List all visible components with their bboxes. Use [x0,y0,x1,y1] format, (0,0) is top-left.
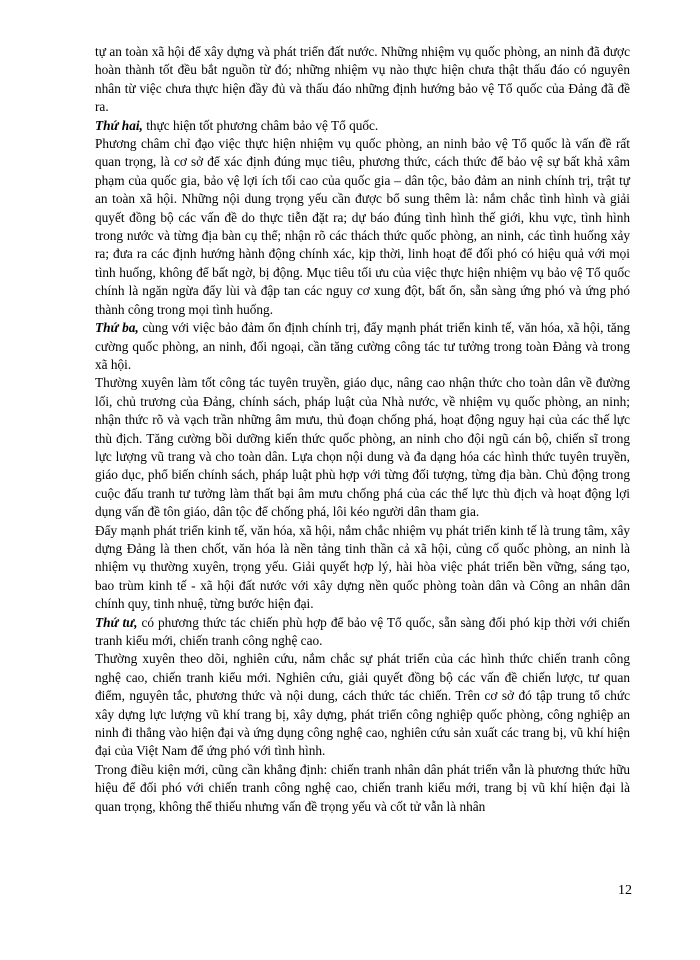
paragraph-8: Thường xuyên theo dõi, nghiên cứu, nắm chắc sự phát triển của các hình thức chiến tranh công nghệ cao, chiến tranh kiểu mới. Nghiên cứu, giải quyết đồng bộ các vấn đề chiến lược, tư quan điểm, nguyên tắc, phương thức và nội dung, cách thức tác chiến. Trên cơ sở đó tập trung tổ chức xây dựng lực lượng vũ khí trang bị, xây dựng, phát triển công nghiệp quốc phòng, công nghiệp an ninh đi thẳng vào hiện đại và ứng dụng công nghệ cao, nghiên cứu sản xuất các trang bị, vũ khí hiện đại của Việt Nam để ứng phó với tình hình. [95,651,630,759]
document-body [95,43,630,816]
paragraph-3: Phương châm chỉ đạo việc thực hiện nhiệm vụ quốc phòng, an ninh bảo vệ Tổ quốc là vấn đề rất quan trọng, là cơ sở để xác định đúng mục tiêu, phương thức, cách thức để bảo vệ sự bất khả xâm phạm của quốc gia, bảo vệ lợi ích tối cao của quốc gia – dân tộc, bảo đảm an ninh chính trị, trật tự an toàn xã hội. Những nội dung trọng yếu cần được bổ sung thêm là: nắm chắc tình hình và giải quyết đồng bộ các vấn đề do thực tiễn đặt ra; dự báo đúng tình hình thế giới, khu vực, tình hình trong nước và từng địa bàn cụ thể; nhận rõ các thách thức quốc phòng, an ninh, các tình huống xảy ra; đưa ra các định hướng hành động chính xác, kịp thời, linh hoạt để đối phó có hiệu quả với mọi tình huống, không để bất ngờ, bị động. Mục tiêu tối ưu của việc thực hiện nhiệm vụ bảo vệ Tổ quốc chính là ngăn ngừa đẩy lùi và đập tan các nguy cơ xung đột, bất ổn, sẵn sàng ứng phó và ứng phó thành công trong mọi tình huống. [95,136,630,317]
paragraph-6: Đẩy mạnh phát triển kinh tế, văn hóa, xã hội, nắm chắc nhiệm vụ phát triển kinh tế là trung tâm, xây dựng Đảng là then chốt, văn hóa là nền tảng tinh thần cả xã hội, củng cố quốc phòng, an ninh là nhiệm vụ thường xuyên, trọng yếu. Giải quyết hợp lý, hài hòa việc phát triển bền vững, sáng tạo, bao trùm kinh tế - xã hội đất nước với xây dựng nền quốc phòng toàn dân và Công an nhân dân chính quy, tinh nhuệ, từng bước hiện đại. [95,522,630,612]
paragraph-4: Thứ ba, cùng với việc bảo đảm ổn định chính trị, đẩy mạnh phát triển kinh tế, văn hóa, xã hội, tăng cường quốc phòng, an ninh, đối ngoại, cần tăng cường công tác tư tưởng trong toàn Đảng và trong xã hội. [95,320,630,372]
paragraph-1: tự an toàn xã hội để xây dựng và phát triển đất nước. Những nhiệm vụ quốc phòng, an ninh đã được hoàn thành tốt đều bắt nguồn từ đó; những nhiệm vụ nào thực hiện chưa thật thấu đáo có nguyên nhân từ việc chưa thực hiện đầy đủ và thấu đáo những định hướng bảo vệ Tổ quốc của Đảng đã đề ra. [95,44,630,115]
section-lead: Thứ tư, [95,614,138,630]
section-lead: Thứ hai, [95,117,143,133]
paragraph-7: Thứ tư, có phương thức tác chiến phù hợp để bảo vệ Tổ quốc, sẵn sàng đối phó kịp thời với chiến tranh kiểu mới, chiến tranh công nghệ cao. [95,614,630,648]
paragraph-9: Trong điều kiện mới, cũng cần khẳng định: chiến tranh nhân dân phát triển vẫn là phương thức hữu hiệu để đối phó với chiến tranh công nghệ cao, chiến tranh kiểu mới, trang bị vũ khí hiện đại là quan trọng, không thể thiếu nhưng vấn đề trọng yếu và cốt tử vẫn là nhân [95,761,630,814]
paragraph-2: Thứ hai, thực hiện tốt phương châm bảo vệ Tổ quốc. [95,117,379,133]
paragraph-5: Thường xuyên làm tốt công tác tuyên truyền, giáo dục, nâng cao nhận thức cho toàn dân về đường lối, chủ trương của Đảng, chính sách, pháp luật của Nhà nước, về nhiệm vụ quốc phòng, an ninh; nhận thức rõ và vạch trần những âm mưu, thủ đoạn chống phá, hoạt động nguy hại của các thế lực thù địch. Tăng cường bồi dưỡng kiến thức quốc phòng, an ninh cho đội ngũ cán bộ, chiến sĩ trong lực lượng vũ trang và cho toàn dân. Lựa chọn nội dung và đa dạng hóa các hình thức tuyên truyền, giáo dục, phổ biến chính sách, pháp luật phù hợp với từng đối tượng, từng địa bàn. Chủ động trong cuộc đấu tranh tư tưởng làm thất bại âm mưu chống phá của các thế lực thù địch và hoạt động lợi dụng vấn đề tôn giáo, dân tộc để chống phá, lôi kéo người dân tham gia. [95,375,630,520]
page-number: 12 [618,883,632,898]
section-lead: Thứ ba, [95,320,139,336]
